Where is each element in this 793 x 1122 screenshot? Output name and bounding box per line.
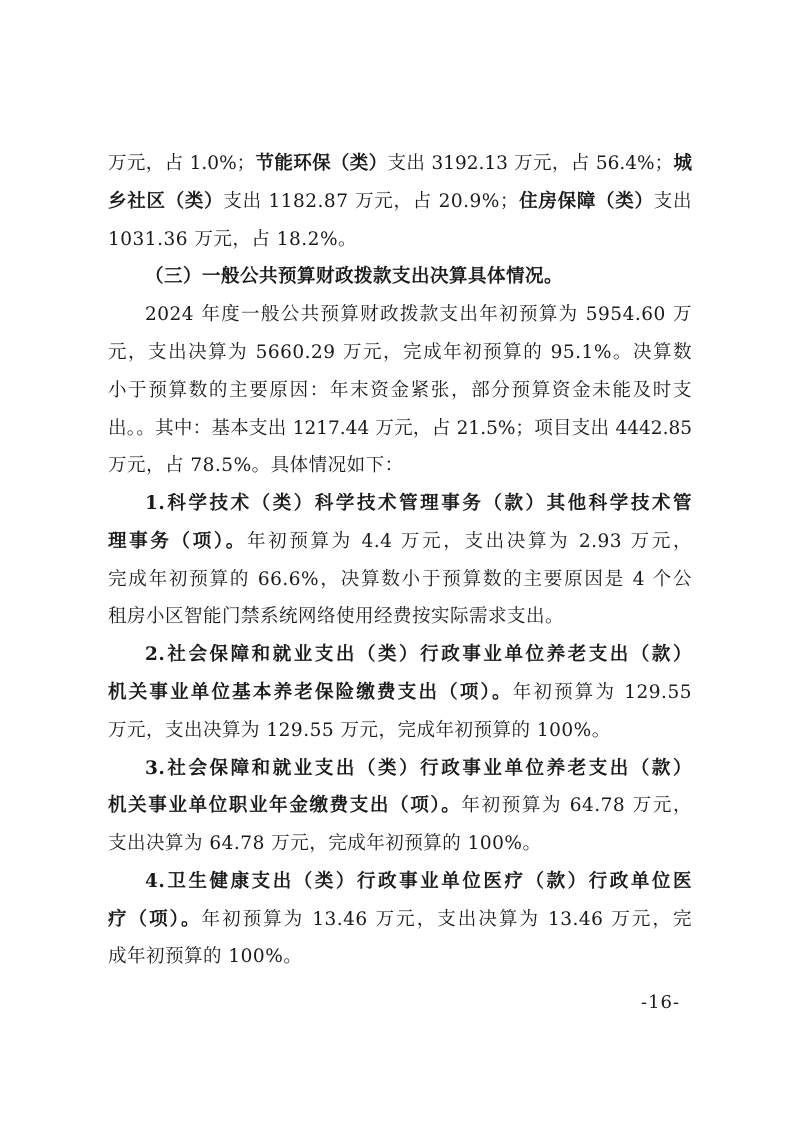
item-title: 理事务（项）。 — [108, 531, 247, 552]
text-line-2 — [108, 190, 692, 214]
text-line-15 — [108, 681, 692, 705]
text-segment: 年初预算为 64.78 万元， — [461, 795, 692, 816]
text-segment: 1031.36 万元，占 18.2%。 — [108, 229, 358, 250]
section-heading — [145, 265, 692, 289]
item-heading-4 — [145, 870, 692, 894]
text-segment: 年初预算为 4.4 万元，支出决算为 2.93 万元， — [247, 531, 692, 552]
text-segment: 支出 3192.13 万元，占 56.4%； — [387, 153, 674, 174]
item-heading-1 — [145, 492, 692, 516]
text-line-9 — [108, 454, 692, 478]
item-title: 4.卫生健康支出（类）行政事业单位医疗（款）行政单位医 — [145, 871, 692, 892]
category-label-community: 乡社区（类） — [108, 191, 224, 212]
item-title: 1.科学技术（类）科学技术管理事务（款）其他科学技术管 — [145, 493, 692, 514]
text-segment: 小于预算数的主要原因：年末资金紧张，部分预算资金未能及时支 — [108, 380, 692, 401]
text-line-6 — [108, 341, 692, 365]
item-title: 机关事业单位基本养老保险缴费支出（项）。 — [108, 682, 513, 703]
text-line-12 — [108, 568, 692, 592]
item-heading-3 — [145, 757, 692, 781]
text-segment: 年初预算为 129.55 — [512, 682, 692, 703]
item-title: 疗（项）。 — [108, 909, 202, 930]
category-label-energy-conservation: 节能环保（类） — [255, 153, 388, 174]
text-line-22 — [108, 945, 692, 969]
text-segment: 万元，占 78.5%。具体情况如下： — [108, 455, 404, 476]
text-segment: 万元，支出决算为 129.55 万元，完成年初预算的 100%。 — [108, 720, 611, 741]
text-segment: 元，支出决算为 5660.29 万元，完成年初预算的 95.1%。决算数 — [108, 342, 692, 363]
text-line-3 — [108, 228, 692, 252]
text-segment: 年初预算为 13.46 万元，支出决算为 13.46 万元，完 — [201, 909, 692, 930]
item-heading-2 — [145, 643, 692, 667]
text-line-16 — [108, 719, 692, 743]
text-line-21 — [108, 908, 692, 932]
text-line-7 — [108, 379, 692, 403]
text-segment: 出。。其中：基本支出 1217.44 万元，占 21.5%；项目支出 4442.85 — [108, 418, 692, 439]
text-segment: 成年初预算的 100%。 — [108, 946, 303, 967]
text-segment: 租房小区智能门禁系统网络使用经费按实际需求支出。 — [108, 606, 565, 627]
text-line-19 — [108, 832, 692, 856]
text-segment: 万元，占 1.0%； — [108, 153, 256, 174]
text-segment: 完成年初预算的 66.6%，决算数小于预算数的主要原因是 4 个公 — [108, 569, 692, 590]
category-label-housing: 住房保障（类） — [518, 191, 654, 212]
text-line-8 — [108, 417, 692, 441]
item-title: 2.社会保障和就业支出（类）行政事业单位养老支出（款） — [145, 644, 692, 665]
text-segment: 支出 1182.87 万元，占 20.9%； — [223, 191, 519, 212]
text-line-1 — [108, 152, 692, 176]
text-segment: 支出 — [653, 191, 692, 212]
item-title: 3.社会保障和就业支出（类）行政事业单位养老支出（款） — [145, 758, 692, 779]
text-segment: 2024 年度一般公共预算财政拨款支出年初预算为 5954.60 万 — [145, 304, 692, 325]
text-line-18 — [108, 794, 692, 818]
category-label-urban-rural: 城 — [673, 153, 692, 174]
text-segment: 支出决算为 64.78 万元，完成年初预算的 100%。 — [108, 833, 542, 854]
item-title: 机关事业单位职业年金缴费支出（项）。 — [108, 795, 462, 816]
page-number: -16- — [641, 992, 681, 1013]
text-line-5 — [145, 303, 692, 327]
section-title: （三）一般公共预算财政拨款支出决算具体情况。 — [145, 266, 564, 287]
text-line-13 — [108, 605, 692, 629]
text-line-11 — [108, 530, 692, 554]
